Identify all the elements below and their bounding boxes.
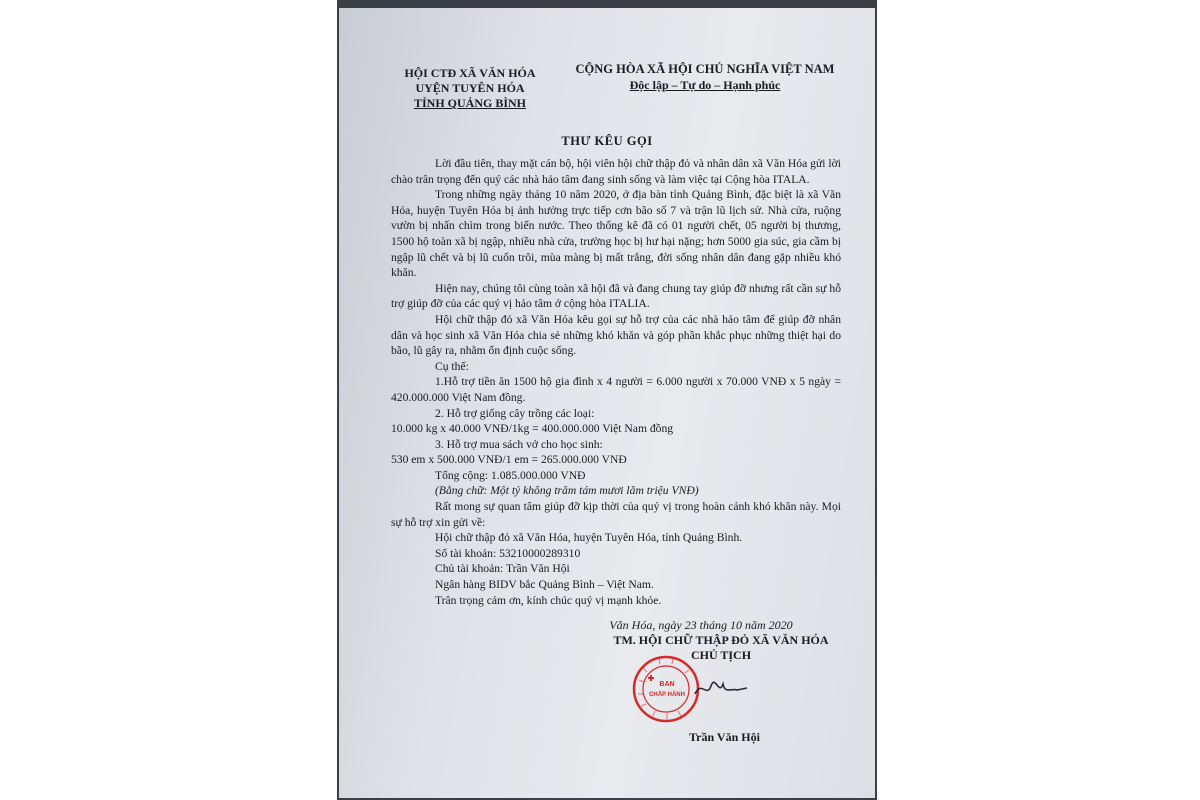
document-photo <box>337 0 877 800</box>
paragraph-appeal: Hội chữ thập đỏ xã Văn Hóa kêu gọi sự hỗ trợ của các nhà hảo tâm để giúp đỡ nhân dân và học sinh xã Văn Hóa chia sẻ những khó khăn và góp phần khắc phục những thiệt hại do bão, lũ gây ra, nhằm ổn định cuộc sống. <box>391 312 841 358</box>
bank-name: Ngân hàng BIDV bắc Quảng Bình – Việt Nam. <box>435 578 654 592</box>
bank-recipient: Hội chữ thập đỏ xã Văn Hóa, huyện Tuyên Hóa, tỉnh Quảng Bình. <box>435 531 743 545</box>
paragraph-current: Hiện nay, chúng tôi cùng toàn xã hội đã và đang chung tay giúp đỡ nhưng rất cần sự hỗ trợ giúp đỡ của các quý vị hảo tâm ở cộng hòa ITALIA. <box>391 281 841 311</box>
paragraph-greeting: Lời đầu tiên, thay mặt cán bộ, hội viên hội chữ thập đỏ và nhân dân xã Văn Hóa gửi lời chào trân trọng đến quý các nhà hảo tâm đang sinh sống và làm việc tại Cộng hòa ITALA. <box>391 157 841 186</box>
issuer-line-1: HỘI CTĐ XÃ VĂN HÓA <box>404 66 536 80</box>
issuer-line-2: UYỆN TUYÊN HÓA <box>415 81 525 95</box>
closing-line: Trân trọng cảm ơn, kính chúc quý vị mạnh khỏe. <box>435 593 662 607</box>
svg-text:BAN: BAN <box>659 681 675 688</box>
signer-name: Trần Văn Hội <box>689 730 760 744</box>
signature-block <box>571 618 871 663</box>
sign-role: CHỦ TỊCH <box>690 648 752 662</box>
sign-organization: TM. HỘI CHỮ THẬP ĐỎ XÃ VĂN HÓA <box>613 633 829 647</box>
paragraph-situation: Trong những ngày tháng 10 năm 2020, ở địa bàn tỉnh Quảng Bình, đặc biệt là xã Văn Hóa, huyện Tuyên Hóa bị ảnh hưởng trực tiếp cơn bão số 7 và trận lũ lịch sử. Nhà cửa, ruộng vườn bị nhấn chìm trong biển nước. Theo thống kê đã có 01 người chết, 05 người bị thương, 1500 hộ toàn xã bị ngập, nhiều nhà cửa, trường học bị hư hại nặng; hơn 5000 gia súc, gia cầm bị ngập lũ chết và bị lũ cuốn trôi, mùa màng bị mất trắng, đời sống nhân dân đang gặp nhiều khó khăn. <box>391 188 841 280</box>
item-2-heading: 2. Hỗ trợ giống cây trồng các loại: <box>435 406 595 420</box>
letter-sheet <box>339 8 875 798</box>
issuer-line-3: TỈNH QUẢNG BÌNH <box>413 96 526 110</box>
handwritten-signature <box>691 674 751 704</box>
letter-title: THƯ KÊU GỌI <box>561 134 653 148</box>
item-1-text: 1.Hỗ trợ tiền ăn 1500 hộ gia đình x 4 người = 6.000 người x 70.000 VNĐ x 5 ngày = 420.000.000 Việt Nam đồng. <box>391 375 841 404</box>
national-header <box>565 61 845 93</box>
national-name: CỘNG HÒA XÃ HỘI CHỦ NGHĨA VIỆT NAM <box>575 62 835 76</box>
bank-account-number: Số tài khoản: 53210000289310 <box>435 546 581 560</box>
letter-body <box>391 156 841 608</box>
total-in-words: (Bằng chữ: Một tỷ không trăm tám mươi lăm triệu VNĐ) <box>435 484 699 498</box>
details-heading: Cụ thể: <box>435 359 469 373</box>
total-amount: Tổng cộng: 1.085.000.000 VNĐ <box>435 468 586 482</box>
sign-date: Văn Hóa, ngày 23 tháng 10 năm 2020 <box>609 618 793 632</box>
national-motto: Độc lập – Tự do – Hạnh phúc <box>629 78 781 92</box>
paragraph-request: Rất mong sự quan tâm giúp đỡ kịp thời của quý vị trong hoàn cảnh khó khăn này. Mọi sự hỗ trợ xin gửi về: <box>391 500 841 529</box>
item-1 <box>391 374 841 405</box>
bank-account-holder: Chủ tài khoản: Trần Văn Hội <box>435 562 570 576</box>
item-3-body: 530 em x 500.000 VNĐ/1 em = 265.000.000 VNĐ <box>391 453 627 467</box>
item-2-body: 10.000 kg x 40.000 VNĐ/1kg = 400.000.000 Việt Nam đồng <box>391 422 674 436</box>
item-3-heading: 3. Hỗ trợ mua sách vở cho học sinh: <box>435 437 603 451</box>
issuer-header <box>385 66 555 111</box>
svg-text:CHẤP HÀNH: CHẤP HÀNH <box>649 692 685 698</box>
